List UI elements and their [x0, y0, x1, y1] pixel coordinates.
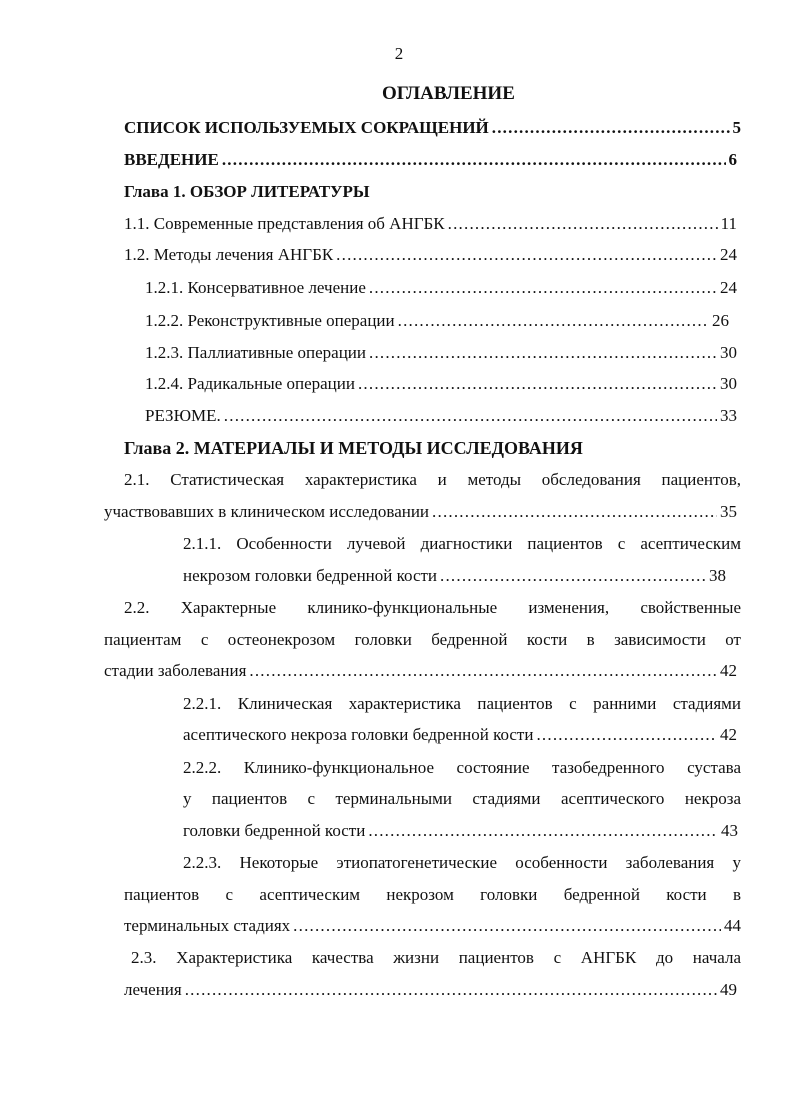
toc-entry-title: ВВЕДЕНИЕ [124, 150, 219, 169]
leader-dots [222, 148, 726, 172]
toc-entry-2-2-line2[interactable]: пациентам с остеонекрозом головки бедренной кости в зависимости от [104, 630, 741, 649]
toc-entry-title: 1.2.1. Консервативное лечение [145, 278, 366, 297]
leader-dots [536, 723, 717, 747]
toc-entry-title: некрозом головки бедренной кости [183, 566, 438, 585]
leader-dots [368, 819, 718, 843]
toc-page-number: 33 [720, 406, 737, 425]
toc-page-number: 38 [709, 566, 726, 585]
leader-dots [336, 243, 717, 267]
toc-page-number: 26 [712, 311, 729, 330]
toc-page-number: 24 [720, 278, 737, 297]
leader-dots [448, 212, 718, 236]
toc-entry-title: асептического некроза головки бедренной кости [183, 725, 534, 744]
toc-entry-title: лечения [124, 980, 182, 999]
toc-entry-title: РЕЗЮМЕ. [145, 406, 221, 425]
toc-entry-title: 1.2.3. Паллиативные операции [145, 343, 366, 362]
toc-entry-2-3-line1[interactable]: 2.3. Характеристика качества жизни пациентов с АНГБК до начала [131, 948, 741, 967]
toc-page-number: 30 [720, 374, 737, 393]
toc-heading: ОГЛАВЛЕНИЕ [382, 83, 515, 104]
toc-page-number: 42 [720, 661, 737, 680]
toc-entry-2-1-1-line1[interactable]: 2.1.1. Особенности лучевой диагностики пациентов с асептическим [183, 534, 741, 553]
toc-entry-title: головки бедренной кости [183, 821, 366, 840]
toc-entry-2-2-3-line3[interactable] [124, 914, 741, 938]
toc-page-number: 6 [728, 150, 737, 169]
leader-dots [358, 372, 717, 396]
toc-entry-abbreviations[interactable] [124, 116, 741, 140]
toc-entry-2-2-2-line3[interactable] [183, 819, 738, 843]
toc-entry-2-2-1-line1[interactable]: 2.2.1. Клиническая характеристика пациентов с ранними стадиями [183, 694, 741, 713]
toc-entry-title: 1.2.4. Радикальные операции [145, 374, 355, 393]
toc-page-number: 42 [720, 725, 737, 744]
toc-entry-2-2-3-line1[interactable]: 2.2.3. Некоторые этиопатогенетические особенности заболевания у [183, 853, 741, 872]
toc-page-number: 11 [720, 214, 737, 233]
leader-dots [492, 116, 730, 140]
toc-entry-title: терминальных стадиях [124, 916, 291, 935]
toc-page-number: 5 [732, 118, 741, 137]
toc-entry-2-2-line3[interactable] [104, 659, 737, 683]
toc-entry-1-2-1[interactable] [145, 276, 737, 300]
leader-dots [249, 659, 717, 683]
toc-entry-summary-1[interactable] [145, 404, 737, 428]
toc-entry-title: СПИСОК ИСПОЛЬЗУЕМЫХ СОКРАЩЕНИЙ [124, 118, 489, 137]
toc-entry-2-2-2-line1[interactable]: 2.2.2. Клинико-функциональное состояние тазобедренного сустава [183, 758, 741, 777]
toc-entry-title: 1.1. Современные представления об АНГБК [124, 214, 445, 233]
toc-entry-1-2-3[interactable] [145, 341, 737, 365]
toc-entry-1-2-4[interactable] [145, 372, 737, 396]
toc-page-number: 24 [720, 245, 737, 264]
toc-page-number: 30 [720, 343, 737, 362]
toc-entry-2-3-line2[interactable] [124, 978, 737, 1002]
leader-dots [440, 564, 706, 588]
toc-entry-2-2-3-line2[interactable]: пациентов с асептическим некрозом головки бедренной кости в [124, 885, 741, 904]
toc-entry-title: участвовавших в клиническом исследовании [104, 502, 430, 521]
leader-dots [224, 404, 717, 428]
toc-entry-1-1[interactable] [124, 212, 737, 236]
toc-page-number: 44 [724, 916, 741, 935]
leader-dots [185, 978, 717, 1002]
toc-chapter-1[interactable]: Глава 1. ОБЗОР ЛИТЕРАТУРЫ [124, 182, 370, 201]
toc-page-number: 43 [721, 821, 738, 840]
toc-page-number: 35 [720, 502, 737, 521]
leader-dots [398, 309, 709, 333]
leader-dots [432, 500, 717, 524]
toc-page-number: 49 [720, 980, 737, 999]
toc-entry-title: стадии заболевания [104, 661, 247, 680]
toc-chapter-2[interactable]: Глава 2. МАТЕРИАЛЫ И МЕТОДЫ ИССЛЕДОВАНИЯ [124, 438, 583, 458]
page-number: 2 [394, 44, 404, 63]
toc-entry-2-1-1-line2[interactable] [183, 564, 726, 588]
toc-entry-2-2-1-line2[interactable] [183, 723, 737, 747]
leader-dots [293, 914, 721, 938]
toc-entry-1-2-2[interactable] [145, 309, 729, 333]
toc-entry-2-1-line1[interactable]: 2.1. Статистическая характеристика и методы обследования пациентов, [124, 470, 741, 489]
leader-dots [369, 276, 717, 300]
leader-dots [369, 341, 717, 365]
toc-entry-2-2-2-line2[interactable]: у пациентов с терминальными стадиями асептического некроза [183, 789, 741, 808]
toc-entry-2-2-line1[interactable]: 2.2. Характерные клинико-функциональные изменения, свойственные [124, 598, 741, 617]
toc-entry-2-1-line2[interactable] [104, 500, 737, 524]
toc-entry-title: 1.2.2. Реконструктивные операции [145, 311, 395, 330]
toc-entry-title: 1.2. Методы лечения АНГБК [124, 245, 334, 264]
toc-entry-1-2[interactable] [124, 243, 737, 267]
toc-entry-introduction[interactable] [124, 148, 737, 172]
